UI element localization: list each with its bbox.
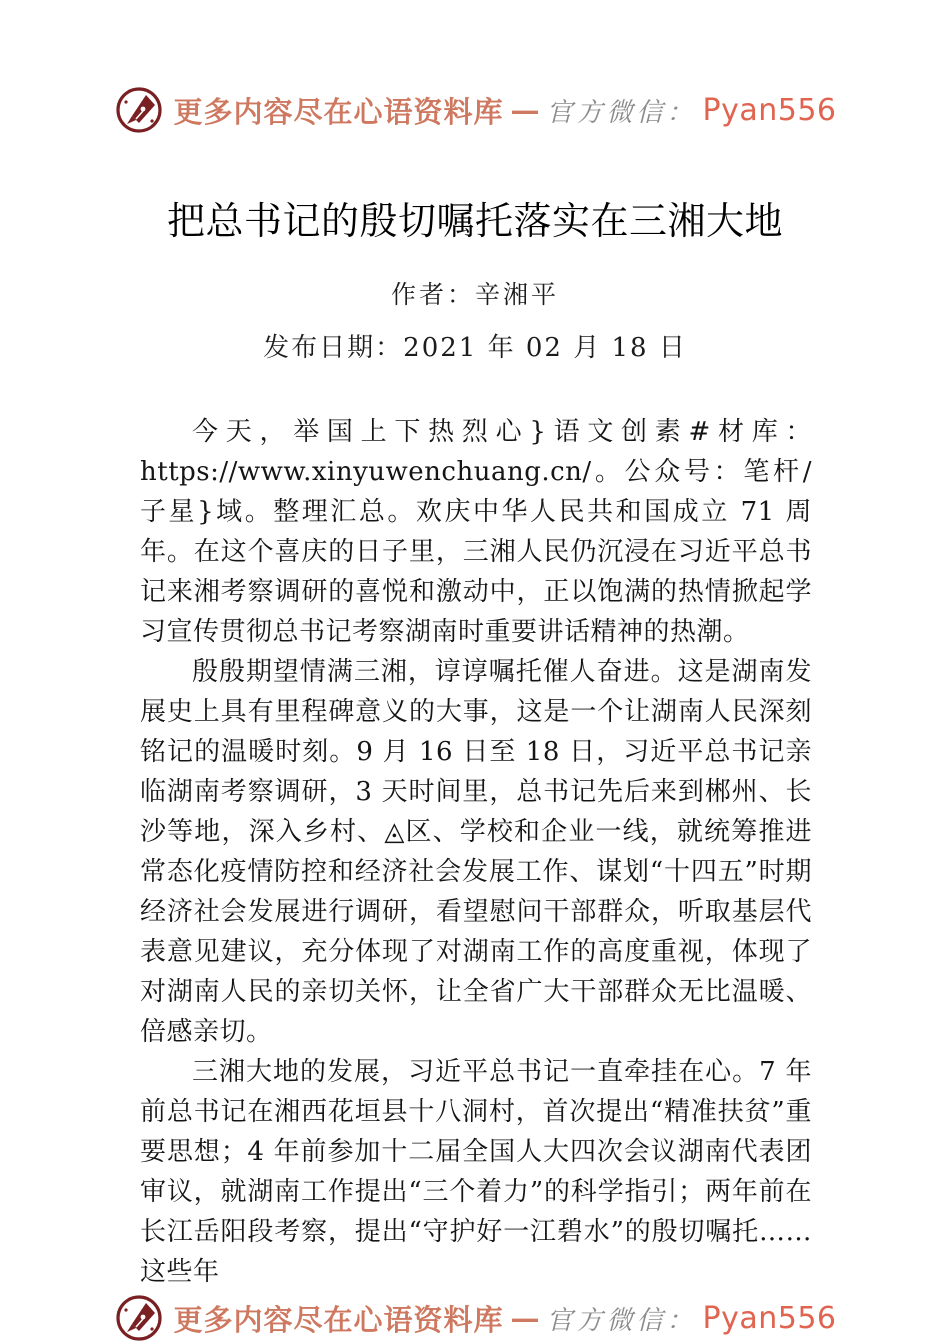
article-paragraph: 今天，举国上下热烈心}语文创素#材库：https://www.xinyuwenchuang.cn/。公众号：笔杆/子星}域。整理汇总。欢庆中华人民共和国成立 71 周年。在这个喜庆的日子里，三湘人民仍沉浸在习近平总书记来湘考察调研的喜悦和激动中，正以饱满的热情掀起学习宣传贯彻总书记考察湖南时重要讲话精神的热潮。	[140, 417, 812, 647]
banner-slogan: 更多内容尽在心语资料库	[173, 94, 504, 129]
footer-banner	[0, 1292, 950, 1344]
banner-wechat-label: 官方微信：	[546, 1305, 697, 1336]
banner-wechat-id: Pyan556	[702, 1300, 837, 1336]
banner-wechat-label: 官方微信：	[546, 97, 697, 128]
pen-nib-circle-icon	[113, 84, 165, 136]
article-author: 作者：辛湘平	[390, 280, 559, 309]
banner-dash: —	[510, 1301, 540, 1335]
article-paragraph: 殷殷期望情满三湘，谆谆嘱托催人奋进。这是湖南发展史上具有里程碑意义的大事，这是一个让湖南人民深刻铭记的温暖时刻。9 月 16 日至 18 日，习近平总书记亲临湖南考察调研，3 天时间里，总书记先后来到郴州、长沙等地，深入乡村、◬区、学校和企业一线，就统筹推进常态化疫情防控和经济社会发展工作、谋划“十四五”时期经济社会发展进行调研，看望慰问干部群众，听取基层代表意见建议，充分体现了对湖南工作的高度重视，体现了对湖南人民的亲切关怀，让全省广大干部群众无比温暖、倍感亲切。	[140, 657, 812, 1047]
header-banner	[0, 84, 950, 136]
article-title: 把总书记的殷切嘱托落实在三湘大地	[166, 199, 783, 243]
pen-nib-circle-icon	[113, 1292, 165, 1344]
banner-dash: —	[510, 93, 540, 127]
article-body	[140, 412, 812, 1292]
article-paragraph: 三湘大地的发展，习近平总书记一直牵挂在心。7 年前总书记在湘西花垣县十八洞村，首次提出“精准扶贫”重要思想；4 年前参加十二届全国人大四次会议湖南代表团审议，就湖南工作提出“三个着力”的科学指引；两年前在长江岳阳段考察，提出“守护好一江碧水”的殷切嘱托……这些年	[140, 1057, 812, 1287]
banner-wechat-id: Pyan556	[702, 92, 837, 128]
banner-slogan: 更多内容尽在心语资料库	[173, 1302, 504, 1337]
article-publish-date: 发布日期：2021 年 02 月 18 日	[263, 333, 687, 363]
